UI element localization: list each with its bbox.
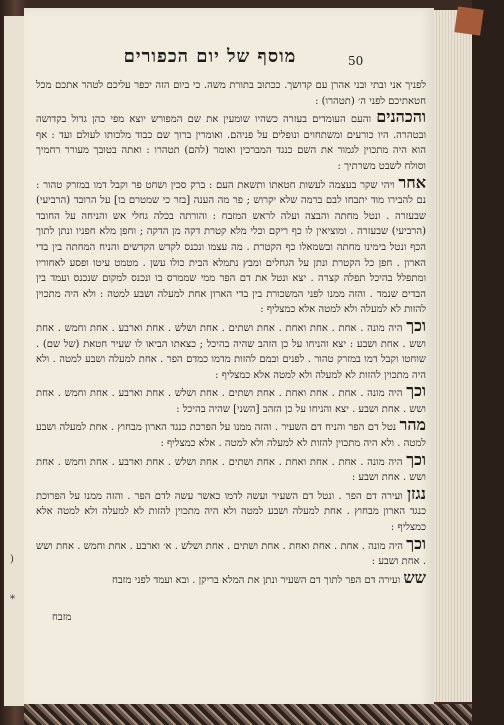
cover-corner — [454, 6, 483, 35]
paragraph-text: ועירה דם הפר . ונטל דם השעיר ועשה לדמו כאשר עשה לדם הפר . והזה ממנו על הפרוכת כנגד הארון מבחוץ . אחת למעלה ושבע למטה ולא היה מתכוין להזות לא למעלה ולא למטה אלא כמצליף : — [36, 490, 426, 534]
paragraph-lead-word: וכך — [406, 533, 427, 553]
paragraph — [36, 567, 426, 589]
paragraph — [36, 172, 427, 318]
paragraph-text: ויהי שקר בעצמה לעשות חטאתו ותשאת העם : ברק סכין ושחט פר וקבל דמו במזרק טהור : נם להבירו מוד יתבחו לבם ברמה שלא יקרוש ; פר מה הענה [בזר כי שמטרם בו] על הרובד (הרביעי) שבעזרה . ונטל מחתה והבצה ועלה לראש המזבח : והורתה בכלה גחלי אש והניחה על החובד (הרביעי) שבעזרה . ומוציאין לו כף ריקם וכלי מלא קטרת דקה מן הדקה ; וחפן מלא חפניו ונתן לתוך הכף ונטל בימינו מחתה ובשמאלו כף הקטרת . מה עצמו ונכנס לקדש הקדשים והניח המחתה בין בדי הארון . חפן כל הקטרת ונתן על הגחלים ומבץ נתמלא הבית כולו עשן . מטמט עיטו ופסע לאחוריו ומתפלל בהיכל תפלה קצרה . יצא ונטל את דם הפר ממי שממרס בו ונכנס למקום שנכנס ועמד בין הבדים שנמד . והזה ממנו לפני המשכורת בין בדי הארון אחת למעלה ושבע למטה : ולא היה מתכוין להזות לא למעלה ולא למטה אלא כמצליף : — [36, 179, 427, 316]
paragraph-lead-word: וכך — [406, 449, 426, 469]
page-header — [40, 46, 364, 74]
left-page-edge — [4, 16, 25, 706]
paragraph-text: היה מונה . אחת . אחת ואחת . אחת ושתים . אחת ושלש . אחת וארבע . אחת וחמש . אחת ושש . אחת ושבע : — [36, 456, 426, 484]
paragraph — [36, 383, 426, 417]
book-cover-bottom — [24, 704, 472, 725]
paragraph-text: היה מונה . אחת . אחת ואחת . אחת ושתים . אחת ושלש . אחת וארבע . אחת וחמש . אחת ושש . אחת ושבע : יצא והניחו על כן הזהב שהיה בהיכל ; כצאתו הביאו לו שעיר חטאת (של שם) . שוחטו וקבל דמו במזרק טהור . לפנים ובמם להזות מדמו כמדם הפר . אחת למעלה ושבע למטה . ולא היה מתכוין להזות לא למעלה ולא למטה אלא כמצליף : — [36, 322, 426, 381]
paragraph — [36, 483, 426, 536]
paragraph-text: נטל דם הפר והניח דם השעיר . והזה ממנו על הפרכת כנגד הארון מבחוץ . אחת למעלה ושבע למטה . ולא היה מתכוין להזות לא למעלה ולא למטה . אלא כמצליף : — [36, 422, 426, 450]
paragraph-lead-word: מהר — [399, 415, 426, 435]
paragraph-lead-word: אחר — [398, 172, 426, 192]
paragraph-text: והעם העומדים בעזרה כשהיו שומעין את שם המפורש יוצא מפי כהן גדול בקדושה ובטהרה. היו כורעים ומשתחוים ונופלים על פניהם. ואומרין ברוך שם כבוד מלכותו לעולם ועד : אף הוא היה מתכוין לגמור את השם כנגד המברכין ואומר (להם) תטהרו : ואתה בטובך מעורר רחמיך וסולח לשבט משרתיך : — [36, 114, 426, 172]
paragraph-lead-word: והכהנים — [376, 107, 426, 127]
paragraph-lead-word: נגזן — [406, 483, 426, 503]
paragraph — [36, 78, 426, 109]
paragraph-lead-word: וכך — [406, 381, 426, 401]
paragraph-lead-word: וכך — [406, 315, 426, 335]
paragraph — [36, 109, 426, 174]
running-head: מוסף של יום הכפורים — [123, 46, 297, 67]
book-cover — [472, 0, 504, 725]
paragraph — [36, 315, 426, 383]
paragraph-text: היה מונה . אחת . אחת ואחת . אחת ושתים . אחת ושלש . אחת וארבע . אחת וחמש . אחת ושש . אחת ושבע . יצא והניחו על כן הזהב [השני] שהיה בהיכל : — [36, 388, 426, 415]
catchword: מזבח — [52, 612, 72, 623]
paragraph — [36, 417, 426, 451]
paragraph-text: ועירה דם הפר לתוך דם השעיר ונתן את המלא בריקן . ובא ועמד לפני מזבח — [111, 574, 401, 586]
paragraph — [36, 533, 427, 570]
left-page-mark: ) — [10, 554, 14, 565]
paragraph-text: לפניך אני ובתי ובני אהרן עם קדושך. ככתוב בתורת משה. כי ביום הזה יכפר עליכם לטהר אתכם מכל חטאתיכם לפני ה׳ (תטהרו) : — [36, 80, 426, 107]
page-edges — [434, 10, 472, 702]
paragraph-text: היה מונה . אחת . אחת ואחת . אחת ושתים . אחת ושלש . א׳ וארבע . אחת וחמש . אחת ושש . אחת ושבע : — [36, 540, 426, 568]
left-page-mark: * — [10, 594, 15, 605]
page-number: 50 — [348, 54, 364, 68]
paragraph — [36, 449, 426, 486]
paragraph-lead-word: שש — [403, 567, 426, 587]
main-text — [36, 78, 426, 618]
